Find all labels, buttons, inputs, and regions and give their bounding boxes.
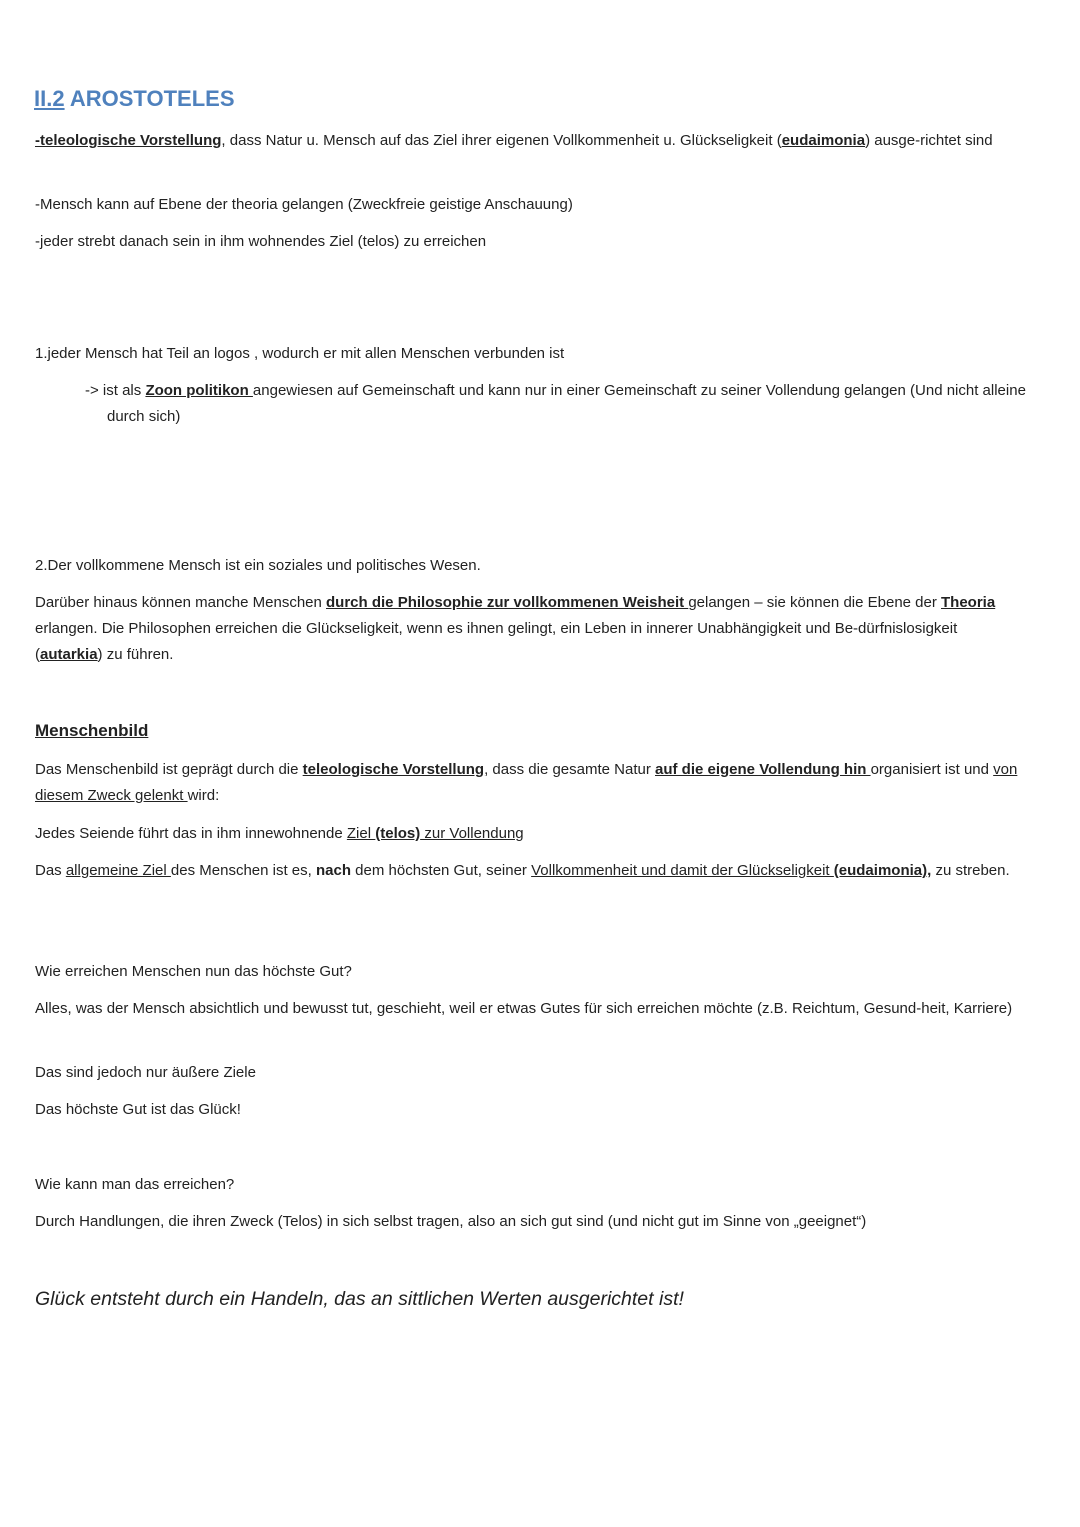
paragraph-text: organisiert ist und xyxy=(870,761,994,778)
menschenbild-paragraph-3 xyxy=(35,858,1020,884)
paragraph-text: , dass die gesamte Natur xyxy=(484,761,655,778)
paragraph-text: gelangen – sie können die Ebene der xyxy=(688,594,942,611)
term-philosophie: durch die Philosophie zur vollkommenen Weisheit xyxy=(326,594,689,611)
paragraph-text: dem höchsten Gut, seiner xyxy=(351,862,532,879)
term-eudaimonia: (eudaimonia), xyxy=(833,862,932,879)
section-title xyxy=(34,84,235,114)
term-zweck-gelenkt: von diesem Zweck gelenkt xyxy=(35,761,1018,804)
term-autarkia: autarkia xyxy=(40,646,98,663)
paragraph-text: Darüber hinaus können manche Menschen xyxy=(35,594,327,611)
section-number: II.2 xyxy=(34,86,65,111)
term-ziel: Ziel xyxy=(346,825,376,842)
term-nach: nach xyxy=(315,862,351,879)
question-1: Wie erreichen Menschen nun das höchste Gut? xyxy=(35,963,352,980)
point-2-paragraph xyxy=(35,590,1020,668)
sub-text: angewiesen auf Gemeinschaft und kann nur in einer Gemeinschaft zu seiner Vollendung gelangen (Und nicht alleine durch sich) xyxy=(107,382,1026,425)
term-zoon-politikon: Zoon politikon xyxy=(145,382,253,399)
intro-text: ) ausge-richtet sind xyxy=(865,132,993,149)
sub-text: -> ist als xyxy=(85,382,146,399)
paragraph-text: zu streben. xyxy=(931,862,1010,879)
paragraph-text: ) zu führen. xyxy=(97,646,174,663)
term-teleologische-vorstellung: -teleologische Vorstellung xyxy=(35,132,222,149)
term-vollkommenheit: Vollkommenheit und damit der Glückseligkeit xyxy=(531,862,834,879)
term-telos: (telos) xyxy=(375,825,421,842)
menschenbild-paragraph-1 xyxy=(35,757,1020,809)
term-vollendung: auf die eigene Vollendung hin xyxy=(655,761,871,778)
answer-1-paragraph-2: Das sind jedoch nur äußere Ziele xyxy=(35,1064,256,1081)
question-2: Wie kann man das erreichen? xyxy=(35,1176,235,1193)
point-1-sub xyxy=(85,378,1047,430)
term-zur-vollendung: zur Vollendung xyxy=(420,825,524,842)
answer-1-paragraph-1: Alles, was der Mensch absichtlich und bewusst tut, geschieht, weil er etwas Gutes für sich erreichen möchte (z.B. Reichtum, Gesund-heit, Karriere) xyxy=(35,1000,1013,1017)
term-eudaimonia: eudaimonia xyxy=(781,132,866,149)
answer-1-paragraph-3: Das höchste Gut ist das Glück! xyxy=(35,1101,241,1118)
intro-paragraph-1 xyxy=(35,128,1020,154)
paragraph-text: des Menschen ist es, xyxy=(170,862,316,879)
term-allgemeine-ziel: allgemeine Ziel xyxy=(65,862,171,879)
point-1: 1.jeder Mensch hat Teil an logos , wodurch er mit allen Menschen verbunden ist xyxy=(35,345,565,362)
paragraph-text: wird: xyxy=(187,787,220,804)
point-2: 2.Der vollkommene Mensch ist ein soziales und politisches Wesen. xyxy=(35,557,481,574)
answer-2-paragraph-1: Durch Handlungen, die ihren Zweck (Telos) in sich selbst tragen, also an sich gut sind (und nicht gut im Sinne von „geeignet“) xyxy=(35,1213,867,1230)
intro-paragraph-3: -jeder strebt danach sein in ihm wohnendes Ziel (telos) zu erreichen xyxy=(35,233,487,250)
paragraph-text: Jedes Seiende führt das in ihm innewohnende xyxy=(35,825,347,842)
conclusion: Glück entsteht durch ein Handeln, das an sittlichen Werten ausgerichtet ist! xyxy=(35,1288,684,1310)
paragraph-text: Das xyxy=(35,862,66,879)
menschenbild-paragraph-2 xyxy=(35,821,1020,847)
term-theoria: Theoria xyxy=(941,594,996,611)
paragraph-text: Das Menschenbild ist geprägt durch die xyxy=(35,761,303,778)
intro-paragraph-2: -Mensch kann auf Ebene der theoria gelangen (Zweckfreie geistige Anschauung) xyxy=(35,196,573,213)
menschenbild-heading: Menschenbild xyxy=(35,721,149,740)
term-teleologische-vorstellung: teleologische Vorstellung xyxy=(302,761,485,778)
intro-text: , dass Natur u. Mensch auf das Ziel ihrer eigenen Vollkommenheit u. Glückseligkeit ( xyxy=(221,132,782,149)
section-name: AROSTOTELES xyxy=(69,86,235,111)
paragraph-text: erlangen. Die Philosophen erreichen die Glückseligkeit, wenn es ihnen gelingt, ein Leben in innerer Unabhängigkeit und Be-dürfnislosigkeit ( xyxy=(35,620,958,663)
